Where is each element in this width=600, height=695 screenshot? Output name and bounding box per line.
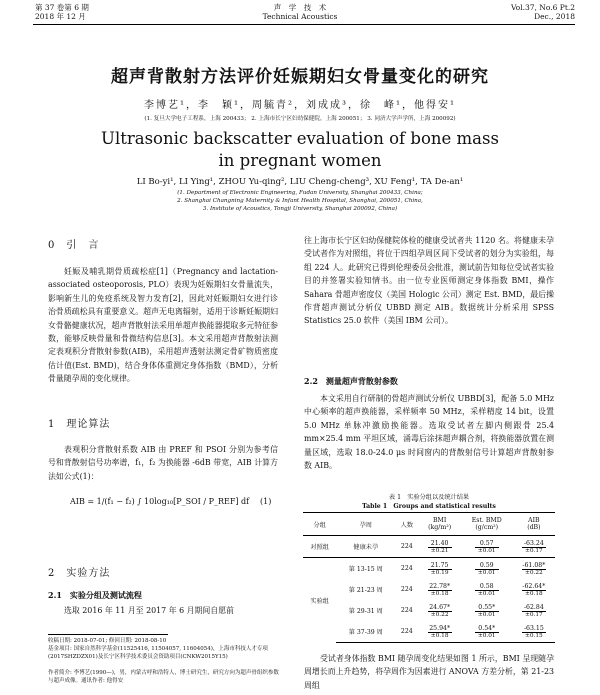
authors-en: LI Bo-yi¹, LI Ying¹, ZHOU Yu-qing², LIU Cheng-cheng³, XU Feng¹, TA De-an¹ — [136, 177, 464, 187]
cell-count: 224 — [395, 558, 418, 580]
cell-count: 224 — [400, 607, 413, 614]
subsection-heading-measure: 2.2 测量超声背散射参数 — [304, 376, 398, 386]
header-bmi: BMI (kg/m²) — [419, 513, 461, 536]
cell-bmi: 21.75 ±0.19 — [419, 558, 461, 580]
footnote-funding: 基金项目: 国家自然科学基金(11525416, 11504057, 11604054)，上海市科技人才专项(2017SHZDZX01)及长宁区科学技术委员会资助项目(CNKW2015Y15) — [48, 646, 268, 660]
footnote-rule — [48, 634, 168, 635]
cell-bmd: 0.58 ±0.01 — [461, 579, 513, 600]
affiliations-cn: (1. 复旦大学电子工程系，上海 200433； 2. 上海市长宁区妇幼保健院，上海 200051； 3. 同济大学声学所，上海 200092) — [144, 116, 456, 122]
paper-title-cn: 超声背散射方法评价妊娠期妇女骨量变化的研究 — [111, 67, 489, 87]
cell-bmi: 22.78* ±0.18 — [429, 582, 451, 597]
footnote-author: 作者简介: 李博艺(1990—)，男，内蒙古呼和浩特人，博士研究生，研究方向为超声骨组织参数与超声成像。通讯作者: 他得安 — [48, 670, 279, 684]
cell-bmd: 0.59 ±0.01 — [461, 558, 513, 580]
cell-count: 224 — [395, 621, 418, 643]
journal-volume-header: 第 37 卷第 6 期 2018 年 12 月 — [35, 3, 89, 21]
cell-bmd: 0.57 ±0.01 — [461, 536, 513, 558]
group-label-control: 对照组 — [310, 544, 329, 551]
table-caption-cn: 表 1 实验分组以及统计结果 — [388, 494, 470, 501]
cell-aib: -63.24 ±0.17 — [513, 536, 555, 558]
table-header-row — [303, 513, 555, 536]
footnote-received: 收稿日期: 2018-07-01; 修回日期: 2018-08-10 — [48, 638, 167, 644]
section-heading-method: 2 实验方法 — [48, 568, 111, 579]
cell-bmi: 24.67* ±0.22 — [429, 603, 451, 618]
affiliation-en-1: (1. Department of Electronic Engineering, Fudan University, Shanghai 200433, China; — [177, 190, 423, 196]
table-row — [303, 536, 555, 558]
header-aib: AIB (dB) — [513, 513, 555, 536]
cell-aib: -61.08* ±0.22 — [513, 558, 555, 580]
cell-week: 第 13-15 周 — [336, 558, 395, 580]
equation-aib: AIB = 1/(f₁ − f₂) ∫ 10log₁₀[P_SOI / P_REF] df — [70, 497, 250, 506]
paper-title-en: Ultrasonic backscatter evaluation of bone mass in pregnant women — [101, 129, 499, 170]
equation-number: (1) — [260, 497, 272, 506]
cell-aib: -62.84 ±0.17 — [513, 600, 555, 621]
table-row — [303, 621, 555, 643]
cell-week: 第 37-39 周 — [336, 621, 395, 643]
header-week: 孕周 — [336, 513, 395, 536]
affiliation-en-2: 2. Shanghai Changning Maternity & Infant Health Hospital, Shanghai, 200051, China, — [177, 198, 423, 204]
header-count: 人数 — [395, 513, 418, 536]
method-paragraph-start: 选取 2016 年 11 月至 2017 年 6 月期间自愿前 — [64, 606, 234, 615]
cell-bmd: 0.54* ±0.01 — [461, 621, 513, 643]
table-row — [303, 579, 555, 600]
measure-paragraph: 本文采用自行研制的骨超声测试分析仪 UBBD[3]，配备 5.0 MHz 中心频率的超声换能器，采样频率 50 MHz，采样精度 14 bit，设置 5.0 MHz 单脉冲激励换能器。选取受试者左脚内侧跟骨 25.4 mm×25.4 mm 平坦区域，涌毒后涂抹超声耦合剂，将换能器放置在测量区域，选取 18.0-24.0 μs 时间窗内的背散射信号计算超声背散射参数 AIB。 — [304, 394, 554, 471]
subsection-heading-groups: 2.1 实验分组及测试流程 — [48, 590, 142, 600]
table-row — [303, 558, 555, 580]
cell-week: 健康未孕 — [353, 544, 379, 551]
journal-issue-header: Vol.37, No.6 Pt.2 Dec., 2018 — [510, 3, 575, 21]
table-row — [303, 600, 555, 621]
table-caption-en: Table 1 Groups and statistical results — [362, 503, 496, 510]
method-paragraph-continued: 往上海市长宁区妇幼保健院体检的健康受试者共 1120 名。将健康未孕受试者作为对照组，将位于四组孕周区间下受试者的划分为实验组，每组 224 人。此研究已得到伦理委员会批准，测试前告知每位受试者实验目的并签署实验知情书。由一位专业医师测定身体指数 BMI，操作 Sahara 骨超声密度仪（美国 Hologic 公司）测定 Est. BMD，最后操作背超声测试分析仪 UBBD 测定 AIB。数据统计分析采用 SPSS Statistics 25.0 软件（美国 IBM 公司）。 — [304, 236, 554, 326]
group-label-experiment: 实验组 — [303, 558, 336, 643]
cell-bmi: 25.94* ±0.18 — [419, 621, 461, 643]
groups-table — [303, 512, 555, 643]
theory-paragraph: 表观积分背散射系数 AIB 由 PREF 和 PSOI 分别为参考信号和背散射信号功率谱，f₁，f₂ 为换能器 -6dB 带宽，AIB 计算方法如公式(1)： — [48, 445, 278, 481]
intro-paragraph: 妊娠及哺乳期骨质疏松症[1]（Pregnancy and lactation-associated osteoporosis, PLO）表现为妊娠期妇女骨量流失，影响新生儿的免疫系统及智力发育[2]，因此对妊娠期妇女进行诊治骨质疏松具有重要意义。超声无电离辐射，适用于诊断妊娠期妇女骨骼健康状况，超声背散射法采用单超声换能器提取多元特征参数，能够反映骨量和骨微结构信息[3]。本文采用超声背散射法测定表观积分背散射参数(AIB)，采用超声透射法测定骨矿物质密度估计值(Est. BMD)，结合身体体重测定身体指数（BMD），分析骨量随孕周的变化规律。 — [48, 267, 278, 384]
affiliation-en-3: 3. Institute of Acoustics, Tongji University, Shanghai 200092, China) — [202, 206, 398, 212]
header-rule — [33, 24, 575, 25]
authors-cn: 李博艺¹，李 颖¹，周毓青²，刘成成³，徐 峰¹，他得安¹ — [143, 100, 457, 111]
cell-week: 第 29-31 周 — [348, 608, 383, 615]
results-paragraph: 受试者身体指数 BMI 随孕周变化结果如图 1 所示，BMI 呈现随孕周增长而上升趋势，将孕周作为因素进行 ANOVA 方差分析，第 21-23 周组 — [304, 654, 554, 690]
journal-name-header: 声 学 技 术 Technical Acoustics — [262, 3, 338, 21]
cell-bmd: 0.55* ±0.01 — [461, 600, 513, 621]
header-group: 分组 — [303, 513, 336, 536]
section-heading-theory: 1 理论算法 — [48, 419, 111, 430]
cell-aib: -63.15 ±0.15 — [513, 621, 555, 643]
cell-count: 224 — [400, 586, 413, 593]
header-bmd: Est. BMD (g/cm²) — [461, 513, 513, 536]
section-heading-intro: 0 引 言 — [48, 240, 100, 251]
cell-count: 224 — [400, 543, 413, 550]
cell-bmi: 21.40 ±0.21 — [419, 536, 461, 558]
cell-aib: -62.64* ±0.18 — [522, 582, 546, 597]
cell-week: 第 21-23 周 — [348, 587, 383, 594]
